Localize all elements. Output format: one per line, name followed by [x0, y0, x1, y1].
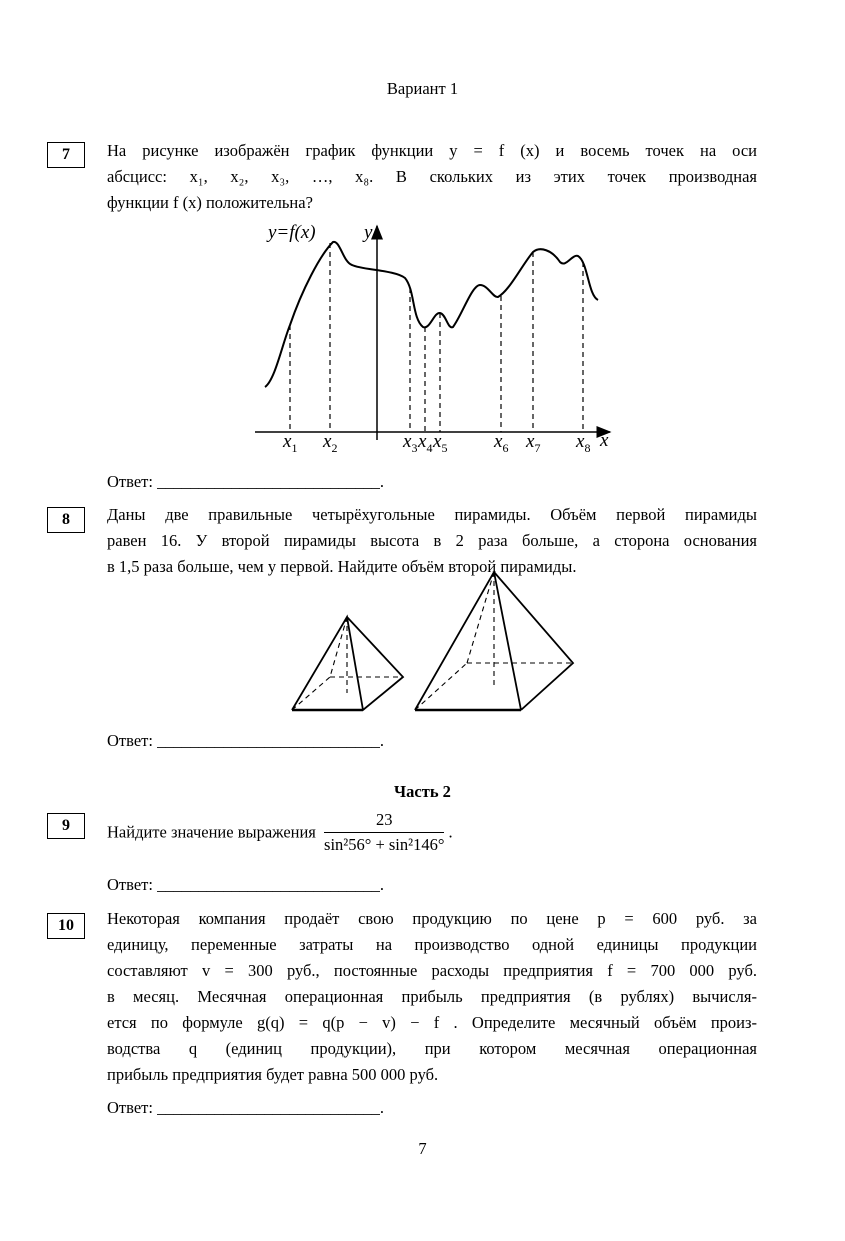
task-7-line-1: На рисунке изображён график функции y = f (x) и восемь точек на оси	[107, 141, 757, 160]
point-label-x6: x	[494, 431, 503, 452]
task-8-line-1: Даны две правильные четырёхугольные пирамиды. Объём первой пирамиды	[107, 505, 757, 524]
small-pyramid	[292, 617, 403, 710]
task-number-7: 7	[47, 142, 85, 168]
point-label-x2: x	[323, 431, 332, 452]
task-9-fraction	[324, 810, 444, 855]
svg-text:x7: $x_7$	[526, 431, 541, 455]
page-number: 7	[418, 1139, 427, 1158]
task-10-line-7: прибыль предприятия будет равна 500 000 руб.	[107, 1065, 439, 1084]
page-header: Вариант 1	[386, 79, 459, 98]
svg-text:x4: $x_4$	[418, 431, 433, 455]
task-8-answer-line: Ответ: ___________________________.	[107, 731, 384, 750]
fraction-numerator: 23	[324, 810, 444, 833]
task-7-answer-line: Ответ: ___________________________.	[107, 472, 384, 491]
point-label-x3: x	[403, 431, 412, 452]
task-8-line-3: в 1,5 раза больше, чем у первой. Найдите объём второй пирамиды.	[107, 557, 577, 576]
x-axis-label: x	[600, 430, 609, 451]
task-10-line-5: ется по формуле g(q) = q(p − v) − f . Определите месячный объём произ-	[107, 1013, 757, 1032]
point-label-x4: x	[418, 431, 427, 452]
svg-text:x5: $x_5$	[433, 431, 448, 455]
part-2-heading: Часть 2	[394, 782, 451, 801]
fraction-denominator: sin²56° + sin²146°	[324, 835, 445, 854]
function-graph	[0, 0, 845, 470]
task-number-8: 8	[47, 507, 85, 533]
task-10-line-2: единицу, переменные затраты на производство одной единицы продукции	[107, 935, 757, 954]
function-label: y=f(x)	[268, 222, 316, 243]
point-label-x5: x	[433, 431, 442, 452]
task-10-line-6: водства q (единиц продукции), при котором месячная операционная	[107, 1039, 757, 1058]
svg-text:x3: $x_3$	[403, 431, 418, 455]
task-10-line-1: Некоторая компания продаёт свою продукцию по цене p = 600 руб. за	[107, 909, 757, 928]
task-10-line-3: составляют v = 300 руб., постоянные расходы предприятия f = 700 000 руб.	[107, 961, 757, 980]
task-8-line-2: равен 16. У второй пирамиды высота в 2 раза больше, а сторона основания	[107, 531, 757, 550]
task-number-10: 10	[47, 913, 85, 939]
task-10-answer-line: Ответ: ___________________________.	[107, 1098, 384, 1117]
pyramids-figure	[0, 560, 845, 720]
y-axis-label: y	[364, 222, 373, 243]
point-labels	[282, 431, 590, 455]
point-label-x7: x	[526, 431, 535, 452]
svg-text:x2: $x_2$	[323, 431, 338, 455]
point-dashed-lines	[290, 243, 583, 432]
task-9-answer-line: Ответ: ___________________________.	[107, 875, 384, 894]
svg-text:x8: $x_8$	[576, 431, 591, 455]
function-curve	[265, 242, 598, 387]
large-pyramid	[415, 572, 573, 710]
point-label-x8: x	[576, 431, 585, 452]
task-9-text: Найдите значение выражения $\frac{23}{\text{sin²56° + sin²146°}}$ .	[107, 810, 453, 854]
task-9-prompt: Найдите значение выражения	[107, 822, 316, 842]
task-number-9: 9	[47, 813, 85, 839]
task-7-line-3: функции f (x) положительна?	[107, 193, 313, 212]
point-label-x1: x	[283, 431, 292, 452]
svg-text:x1: $x_1$	[283, 431, 298, 455]
task-10-line-4: в месяц. Месячная операционная прибыль предприятия (в рублях) вычисля-	[107, 987, 757, 1006]
task-10-text	[107, 906, 757, 1088]
svg-text:x6: $x_6$	[494, 431, 509, 455]
task-7-line-2: абсцисс: x₁, x₂, x₃, …, x₈. В скольких из этих точек производная	[107, 167, 757, 186]
